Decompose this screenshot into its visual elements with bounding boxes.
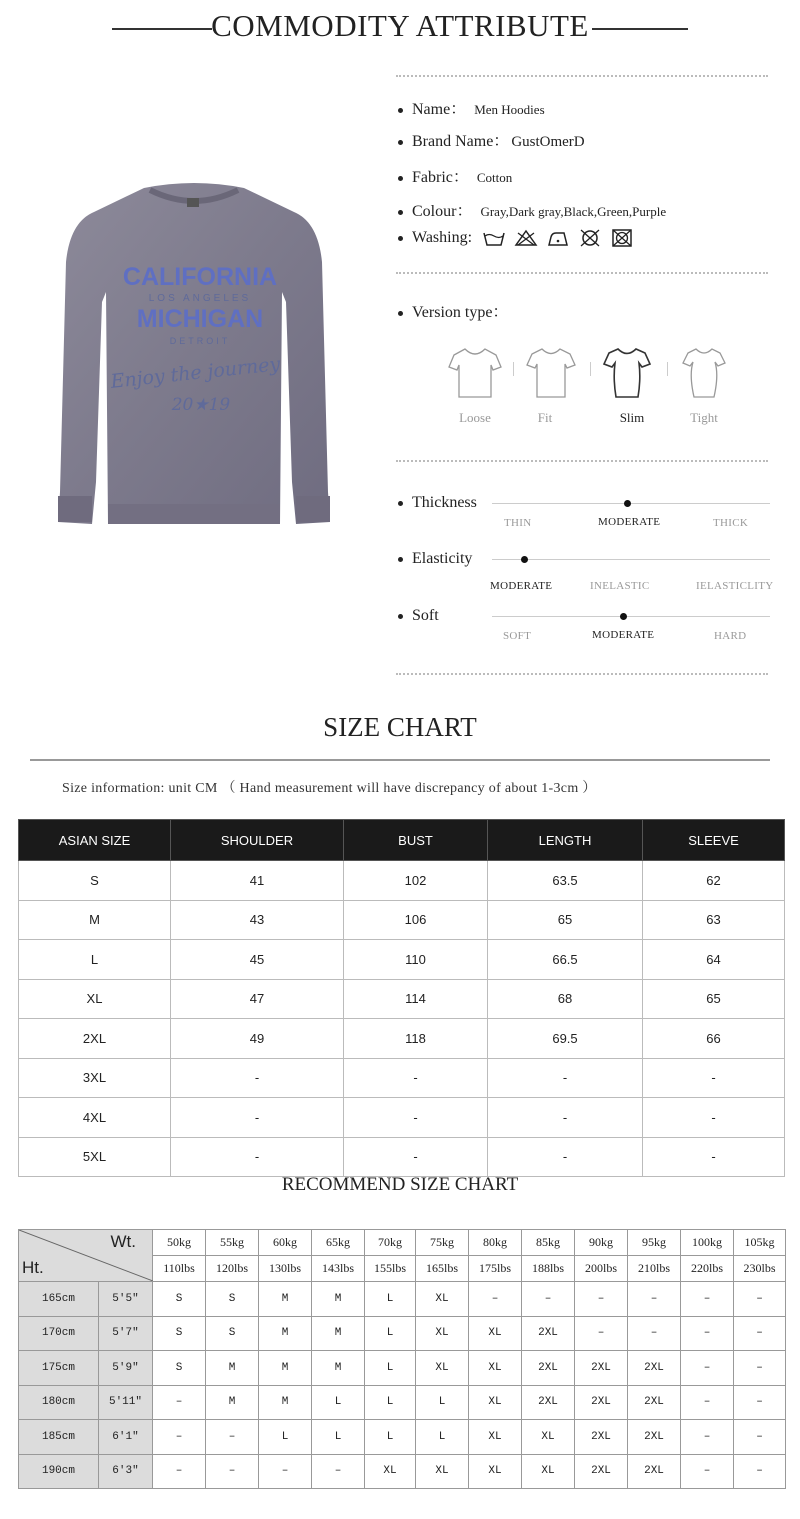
recommend-size-cell: – [469, 1282, 522, 1317]
recommend-size-cell: XL [469, 1385, 522, 1420]
recommend-size-cell: – [259, 1454, 312, 1489]
size-cell: 118 [344, 1019, 488, 1059]
recommend-size-cell: L [416, 1385, 469, 1420]
size-row [19, 940, 785, 980]
version-type-label: Version type： [412, 304, 509, 321]
weight-lbs-cell: 210lbs [628, 1256, 681, 1282]
weight-kg-cell: 60kg [259, 1230, 312, 1256]
recommend-size-cell: – [681, 1385, 734, 1420]
sweater-image [56, 182, 332, 532]
print-los-angeles: LOS ANGELES [148, 293, 252, 304]
size-cell: XL [19, 979, 171, 1019]
size-cell: S [19, 861, 171, 901]
attr-name-label: Name： [412, 101, 467, 118]
attr-washing [398, 229, 638, 247]
weight-kg-cell: 85kg [522, 1230, 575, 1256]
soft-option-moderate: MODERATE [592, 629, 655, 641]
size-row [19, 1058, 785, 1098]
height-ft-cell: 6′3″ [99, 1454, 153, 1489]
print-detroit: DETROIT [169, 336, 231, 346]
size-row [19, 900, 785, 940]
height-ft-cell: 5′9″ [99, 1351, 153, 1386]
size-cell: 65 [488, 900, 643, 940]
thickness-option-thin: THIN [504, 517, 532, 529]
attr-fabric-label: Fabric： [412, 169, 469, 186]
recommend-size-cell: M [259, 1351, 312, 1386]
header-asian-size: ASIAN SIZE [19, 820, 171, 861]
recommend-size-cell: – [681, 1454, 734, 1489]
weight-kg-cell: 70kg [365, 1230, 416, 1256]
recommend-size-cell: XL [416, 1316, 469, 1351]
recommend-size-cell: – [734, 1282, 786, 1317]
size-cell: - [643, 1137, 785, 1177]
hand-wash-icon [482, 229, 506, 247]
version-option-tight: Tight [690, 410, 718, 425]
size-cell: 69.5 [488, 1019, 643, 1059]
recommend-size-cell: – [734, 1454, 786, 1489]
attr-fabric [398, 164, 512, 187]
header-length: LENGTH [488, 820, 643, 861]
attr-colour [398, 198, 666, 221]
bullet [398, 140, 403, 145]
weight-kg-cell: 100kg [681, 1230, 734, 1256]
recommend-size-cell: – [153, 1454, 206, 1489]
recommend-size-cell: S [153, 1351, 206, 1386]
height-ft-cell: 5′7″ [99, 1316, 153, 1351]
recommend-kg-row [19, 1230, 786, 1256]
recommend-size-cell: M [312, 1282, 365, 1317]
weight-kg-cell: 65kg [312, 1230, 365, 1256]
size-cell: 5XL [19, 1137, 171, 1177]
shirt-tight-icon [677, 345, 731, 401]
recommend-size-cell: 2XL [522, 1351, 575, 1386]
weight-lbs-cell: 230lbs [734, 1256, 786, 1282]
height-ft-cell: 6′1″ [99, 1420, 153, 1455]
size-cell: 102 [344, 861, 488, 901]
bullet [398, 108, 403, 113]
elasticity-scale [492, 559, 770, 560]
size-cell: 49 [171, 1019, 344, 1059]
soft-marker [620, 613, 627, 620]
size-table-header [19, 820, 785, 861]
recommend-size-cell: – [681, 1282, 734, 1317]
size-cell: 106 [344, 900, 488, 940]
size-cell: - [344, 1058, 488, 1098]
recommend-size-cell: – [153, 1420, 206, 1455]
corner [19, 1230, 152, 1281]
size-cell: 43 [171, 900, 344, 940]
thickness-marker [624, 500, 631, 507]
soft-label: Soft [412, 607, 439, 624]
size-cell: - [171, 1137, 344, 1177]
weight-kg-cell: 50kg [153, 1230, 206, 1256]
separator [667, 362, 668, 376]
size-cell: - [488, 1137, 643, 1177]
recommend-size-cell: 2XL [522, 1316, 575, 1351]
recommend-row [19, 1454, 786, 1489]
size-cell: 66 [643, 1019, 785, 1059]
size-cell: 41 [171, 861, 344, 901]
print-enjoy: Enjoy the journey [109, 353, 282, 393]
attr-fabric-value: Cotton [476, 170, 513, 185]
recommend-row [19, 1385, 786, 1420]
recommend-size-cell: – [681, 1420, 734, 1455]
attr-brand-label: Brand Name： [412, 133, 510, 150]
height-cm-cell: 175cm [19, 1351, 99, 1386]
recommend-size-cell: M [206, 1385, 259, 1420]
size-cell: 64 [643, 940, 785, 980]
header-sleeve: SLEEVE [643, 820, 785, 861]
recommend-size-cell: 2XL [575, 1385, 628, 1420]
size-cell: - [344, 1137, 488, 1177]
weight-kg-cell: 105kg [734, 1230, 786, 1256]
size-chart-info: Size information: unit CM （ Hand measurement will have discrepancy of about 1-3cm ） [62, 781, 597, 796]
soft-option-hard: HARD [714, 630, 747, 642]
recommend-size-cell: – [628, 1316, 681, 1351]
recommend-size-cell: S [206, 1282, 259, 1317]
weight-lbs-cell: 165lbs [416, 1256, 469, 1282]
recommend-size-cell: L [365, 1282, 416, 1317]
recommend-size-cell: – [206, 1454, 259, 1489]
recommend-size-cell: M [206, 1351, 259, 1386]
soft [398, 607, 439, 625]
weight-lbs-cell: 200lbs [575, 1256, 628, 1282]
recommend-size-cell: S [153, 1316, 206, 1351]
recommend-size-cell: L [312, 1420, 365, 1455]
recommend-size-cell: – [312, 1454, 365, 1489]
bullet [398, 311, 403, 316]
shirt-slim-icon [600, 345, 654, 401]
weight-lbs-cell: 120lbs [206, 1256, 259, 1282]
header-bust: BUST [344, 820, 488, 861]
height-ft-cell: 5′11″ [99, 1385, 153, 1420]
size-row [19, 861, 785, 901]
size-cell: 3XL [19, 1058, 171, 1098]
shirt-fit-icon [524, 345, 578, 401]
version-option-slim: Slim [619, 410, 645, 425]
attr-colour-value: Gray,Dark gray,Black,Green,Purple [480, 204, 667, 219]
bullet [398, 176, 403, 181]
recommend-size-cell: XL [522, 1454, 575, 1489]
size-cell: - [344, 1098, 488, 1138]
recommend-size-cell: – [575, 1316, 628, 1351]
weight-lbs-cell: 188lbs [522, 1256, 575, 1282]
size-cell: 2XL [19, 1019, 171, 1059]
elasticity-option-ielasticlity: IELASTICLITY [696, 580, 774, 592]
size-row [19, 979, 785, 1019]
recommend-row [19, 1420, 786, 1455]
recommend-size-cell: L [365, 1385, 416, 1420]
bullet [398, 557, 403, 562]
no-dry-clean-icon [578, 229, 602, 247]
print-california: CALIFORNIA [122, 263, 278, 291]
size-cell: - [171, 1058, 344, 1098]
thickness-label: Thickness [412, 494, 477, 511]
height-cm-cell: 170cm [19, 1316, 99, 1351]
recommend-size-cell: XL [469, 1316, 522, 1351]
size-row [19, 1137, 785, 1177]
recommend-size-cell: L [259, 1420, 312, 1455]
size-cell: - [643, 1058, 785, 1098]
thickness-option-thick: THICK [713, 517, 749, 529]
height-cm-cell: 180cm [19, 1385, 99, 1420]
recommend-table [18, 1229, 786, 1489]
recommend-title: RECOMMEND SIZE CHART [281, 1174, 519, 1195]
recommend-size-cell: S [206, 1316, 259, 1351]
weight-kg-cell: 55kg [206, 1230, 259, 1256]
recommend-size-cell: – [153, 1385, 206, 1420]
recommend-size-cell: M [312, 1316, 365, 1351]
corner-ht: Ht. [22, 1258, 44, 1277]
page-title: COMMODITY ATTRIBUTE [211, 8, 589, 43]
elasticity-option-moderate: MODERATE [490, 580, 553, 592]
attr-name-value: Men Hoodies [474, 102, 545, 117]
recommend-size-cell: 2XL [575, 1454, 628, 1489]
size-cell: L [19, 940, 171, 980]
bullet [398, 614, 403, 619]
recommend-size-cell: 2XL [628, 1385, 681, 1420]
elasticity-label: Elasticity [412, 550, 473, 567]
header-shoulder: SHOULDER [171, 820, 344, 861]
size-cell: - [171, 1098, 344, 1138]
shirt-loose-icon [448, 345, 502, 401]
bullet [398, 210, 403, 215]
separator [590, 362, 591, 376]
recommend-size-cell: 2XL [628, 1454, 681, 1489]
print-michigan: MICHIGAN [136, 305, 264, 333]
size-row [19, 1098, 785, 1138]
recommend-size-cell: – [734, 1385, 786, 1420]
recommend-size-cell: 2XL [575, 1420, 628, 1455]
recommend-size-cell: M [259, 1282, 312, 1317]
recommend-size-cell: L [365, 1351, 416, 1386]
no-tumble-dry-icon [610, 229, 634, 247]
elasticity-marker [521, 556, 528, 563]
divider [396, 272, 768, 274]
size-cell: - [488, 1058, 643, 1098]
version-option-loose: Loose [459, 410, 491, 425]
recommend-size-cell: L [416, 1420, 469, 1455]
weight-kg-cell: 75kg [416, 1230, 469, 1256]
version-option-fit: Fit [537, 410, 553, 425]
size-cell: - [643, 1098, 785, 1138]
weight-kg-cell: 80kg [469, 1230, 522, 1256]
size-cell: 68 [488, 979, 643, 1019]
size-cell: 45 [171, 940, 344, 980]
weight-kg-cell: 95kg [628, 1230, 681, 1256]
soft-option-soft: SOFT [503, 630, 532, 642]
iron-icon [546, 229, 570, 247]
attr-name [398, 96, 545, 119]
weight-lbs-cell: 155lbs [365, 1256, 416, 1282]
attr-colour-label: Colour： [412, 203, 473, 220]
recommend-size-cell: XL [416, 1282, 469, 1317]
recommend-size-cell: S [153, 1282, 206, 1317]
recommend-size-cell: 2XL [522, 1385, 575, 1420]
weight-lbs-cell: 175lbs [469, 1256, 522, 1282]
height-cm-cell: 185cm [19, 1420, 99, 1455]
divider [396, 673, 768, 675]
height-ft-cell: 5′5″ [99, 1282, 153, 1317]
recommend-row [19, 1282, 786, 1317]
height-cm-cell: 190cm [19, 1454, 99, 1489]
size-cell: 65 [643, 979, 785, 1019]
size-cell: 114 [344, 979, 488, 1019]
recommend-size-cell: 2XL [628, 1351, 681, 1386]
recommend-size-cell: – [628, 1282, 681, 1317]
recommend-size-cell: M [312, 1351, 365, 1386]
size-cell: 47 [171, 979, 344, 1019]
recommend-size-cell: XL [522, 1420, 575, 1455]
attr-brand-value: GustOmerD [511, 134, 585, 150]
attr-washing-label: Washing: [412, 229, 473, 246]
recommend-size-cell: 2XL [575, 1351, 628, 1386]
recommend-size-cell: – [734, 1420, 786, 1455]
size-cell: M [19, 900, 171, 940]
recommend-size-cell: M [259, 1385, 312, 1420]
recommend-row [19, 1351, 786, 1386]
height-cm-cell: 165cm [19, 1282, 99, 1317]
recommend-size-cell: XL [469, 1420, 522, 1455]
recommend-size-cell: L [365, 1420, 416, 1455]
divider [396, 75, 768, 77]
size-cell: 63.5 [488, 861, 643, 901]
size-chart-title: SIZE CHART [323, 712, 477, 742]
weight-lbs-cell: 110lbs [153, 1256, 206, 1282]
recommend-size-cell: – [575, 1282, 628, 1317]
recommend-size-cell: XL [416, 1351, 469, 1386]
size-chart-underline [30, 759, 770, 761]
recommend-size-cell: M [259, 1316, 312, 1351]
weight-kg-cell: 90kg [575, 1230, 628, 1256]
elasticity-option-inelastic: INELASTIC [590, 580, 650, 592]
thickness-option-moderate: MODERATE [598, 516, 661, 528]
weight-lbs-cell: 143lbs [312, 1256, 365, 1282]
bullet [398, 236, 403, 241]
recommend-size-cell: 2XL [628, 1420, 681, 1455]
size-row [19, 1019, 785, 1059]
no-bleach-icon [514, 229, 538, 247]
recommend-size-cell: XL [469, 1351, 522, 1386]
recommend-size-cell: L [365, 1316, 416, 1351]
thickness-scale [492, 503, 770, 504]
recommend-row [19, 1316, 786, 1351]
elasticity [398, 550, 472, 568]
version-type [398, 299, 508, 322]
thickness [398, 494, 477, 512]
recommend-size-cell: – [734, 1351, 786, 1386]
size-cell: - [488, 1098, 643, 1138]
recommend-size-cell: – [206, 1420, 259, 1455]
recommend-size-cell: – [681, 1316, 734, 1351]
recommend-size-cell: – [734, 1316, 786, 1351]
recommend-size-cell: – [681, 1351, 734, 1386]
size-cell: 110 [344, 940, 488, 980]
separator [513, 362, 514, 376]
size-cell: 66.5 [488, 940, 643, 980]
weight-lbs-cell: 220lbs [681, 1256, 734, 1282]
print-year: 20★19 [171, 395, 231, 415]
washing-icons [482, 229, 638, 247]
attr-brand [398, 128, 585, 151]
weight-lbs-cell: 130lbs [259, 1256, 312, 1282]
recommend-size-cell: XL [469, 1454, 522, 1489]
size-cell: 63 [643, 900, 785, 940]
recommend-size-cell: XL [365, 1454, 416, 1489]
size-table [18, 819, 785, 1177]
corner-cell [19, 1230, 153, 1282]
divider [396, 460, 768, 462]
size-cell: 4XL [19, 1098, 171, 1138]
soft-scale [492, 616, 770, 617]
size-cell: 62 [643, 861, 785, 901]
recommend-size-cell: L [312, 1385, 365, 1420]
recommend-size-cell: – [522, 1282, 575, 1317]
corner-wt: Wt. [110, 1232, 136, 1251]
bullet [398, 501, 403, 506]
recommend-size-cell: XL [416, 1454, 469, 1489]
